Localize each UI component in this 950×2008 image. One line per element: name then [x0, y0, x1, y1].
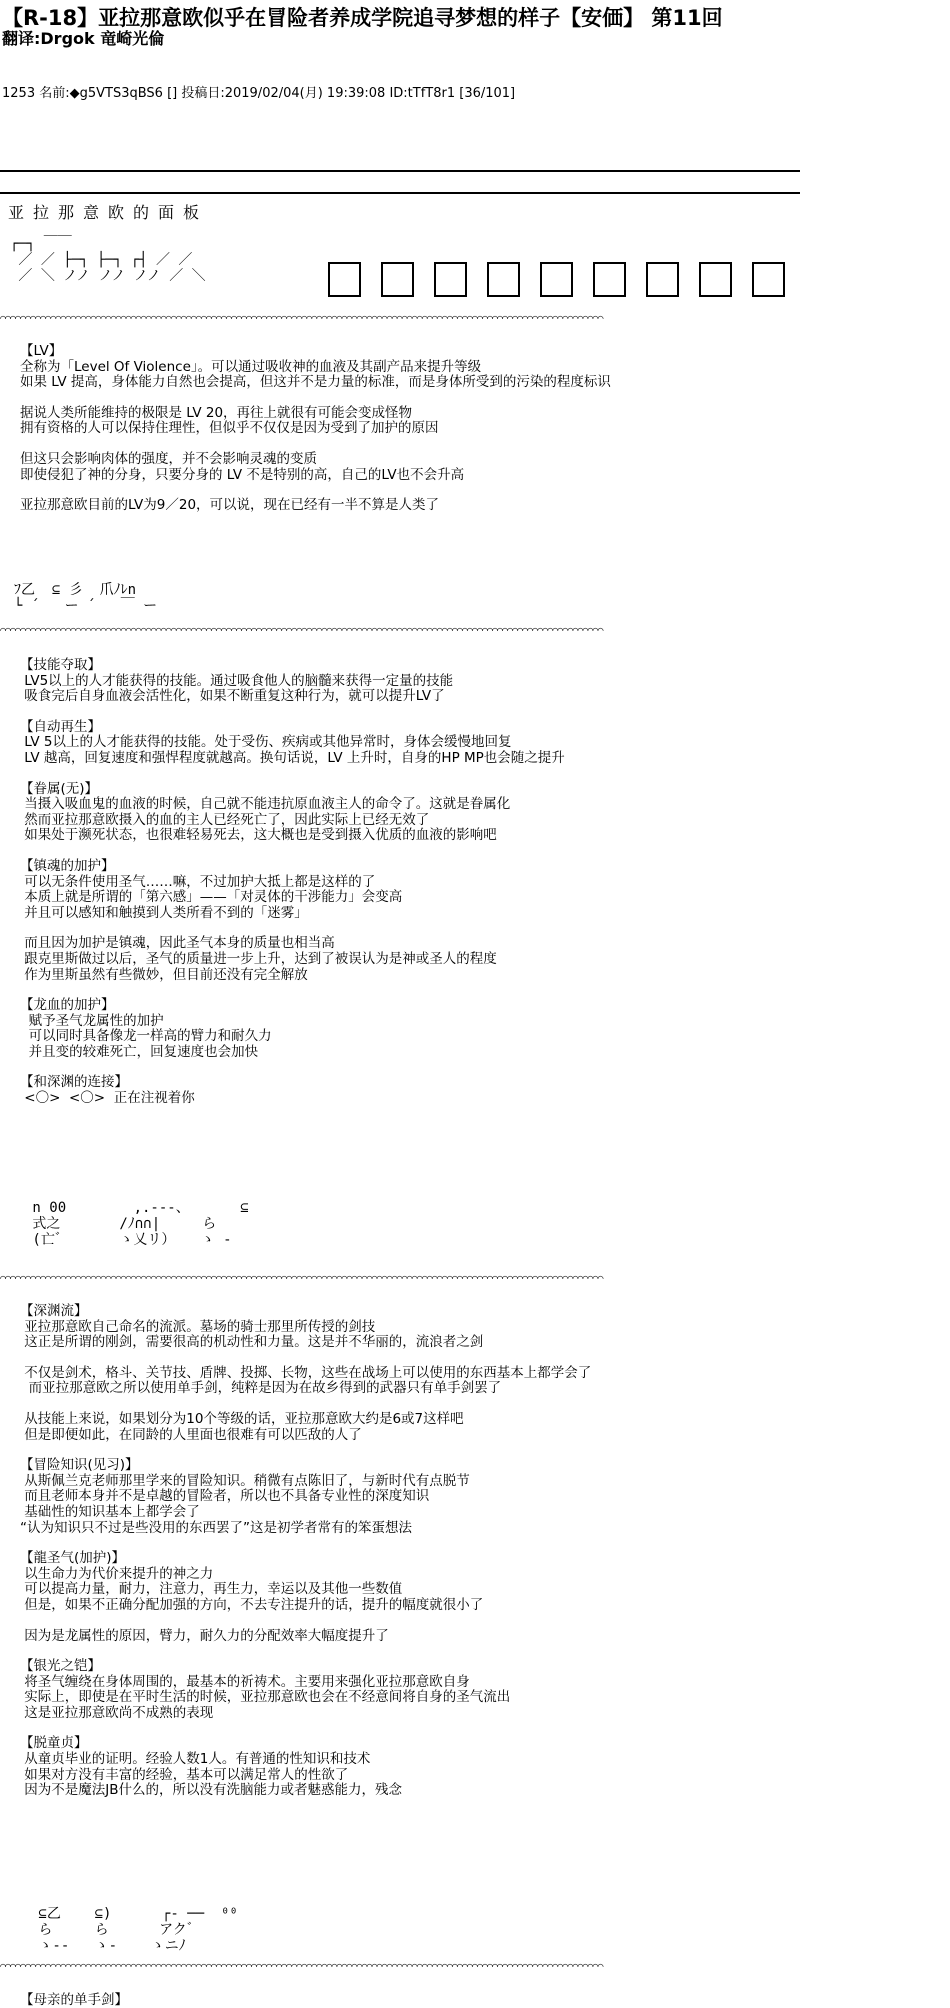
ascii-art-logo: ┌─┐ ￣￣ ／ ／ ├─┐ ├─┐ ┌┤ ／ ／ ／ ＼ ノノ ノノ ノノ ／ ＼: [10, 236, 206, 284]
text-line: 因为是龙属性的原因，臂力，耐久力的分配效率大幅度提升了: [20, 1627, 389, 1644]
section-heading: 【和深渊的连接】: [20, 1074, 128, 1091]
text-line: 然而亚拉那意欧摄入的血的主人已经死亡了，因此实际上已经无效了: [20, 811, 430, 828]
text-line: 拥有资格的人可以保持住理性，但似乎不仅仅是因为受到了加护的原因: [20, 420, 439, 437]
section-heading: 【技能夺取】: [20, 657, 101, 673]
empty-box-row: [328, 262, 785, 297]
text-line: 亚拉那意欧自己命名的流派。墓场的骑士那里所传授的剑技: [20, 1318, 376, 1335]
empty-box: [593, 262, 626, 297]
section-heading: 【银光之铠】: [20, 1658, 101, 1675]
document-title: 【R-18】亚拉那意欧似乎在冒险者养成学院追寻梦想的样子【安価】 第11回: [2, 6, 723, 30]
text-line: 实际上，即使是在平时生活的时候，亚拉那意欧也会在不经意间将自身的圣气流出: [20, 1689, 511, 1706]
text-line: 跟克里斯做过以后，圣气的质量进一步上升，达到了被误认为是神或圣人的程度: [20, 950, 497, 967]
text-line: LV5以上的人才能获得的技能。通过吸食他人的脑髓来获得一定量的技能: [20, 672, 454, 689]
panel-title: 亚拉那意欧的面板: [8, 203, 209, 222]
ascii-art-faces: ﾌ乙 ⊆ 彡 爪ﾉﾚn └ ´ ー ´ ￣ ー: [14, 582, 158, 614]
text-line: 亚拉那意欧目前的LV为9／20，可以说，现在已经有一半不算是人类了: [20, 497, 440, 514]
text-line: 不仅是剑术，格斗、关节技、盾牌、投掷、长物，这些在战场上可以使用的东西基本上都学会了: [20, 1364, 592, 1381]
text-line: <〇> <〇> 正在注视着你: [20, 1090, 195, 1107]
text-line: 可以提高力量，耐力，注意力，再生力，幸运以及其他一些数值: [20, 1581, 403, 1598]
text-line: 即使侵犯了神的分身，只要分身的 LV 不是特别的高，自己的LV也不会升高: [20, 466, 465, 483]
translator-credit: 翻译:Drgok 竜崎光倫: [2, 29, 165, 48]
divider-line: [0, 192, 800, 194]
section-heading: 【LV】: [20, 343, 63, 359]
text-line: 但是，如果不正确分配加强的方向，不去专注提升的话，提升的幅度就很小了: [20, 1596, 484, 1613]
text-line: LV 5以上的人才能获得的技能。处于受伤、疾病或其他异常时，身体会缓慢地回复: [20, 734, 512, 751]
skills-section: [20, 658, 565, 1107]
empty-box: [540, 262, 573, 297]
section-heading: 【镇魂的加护】: [20, 857, 115, 874]
wave-divider: ⌒⌒⌒⌒⌒⌒⌒⌒⌒⌒⌒⌒⌒⌒⌒⌒⌒⌒⌒⌒⌒⌒⌒⌒⌒⌒⌒⌒⌒⌒⌒⌒⌒⌒⌒⌒⌒⌒⌒⌒⌒⌒⌒⌒⌒⌒⌒⌒⌒⌒⌒⌒⌒⌒⌒⌒⌒⌒⌒⌒⌒⌒⌒⌒⌒⌒⌒⌒⌒⌒⌒⌒⌒⌒⌒⌒⌒⌒⌒⌒⌒⌒⌒⌒⌒⌒⌒⌒⌒⌒⌒⌒⌒⌒⌒⌒⌒⌒⌒⌒⌒⌒⌒⌒⌒⌒⌒⌒⌒⌒⌒⌒⌒⌒⌒⌒⌒⌒⌒⌒: [0, 314, 603, 324]
empty-box: [487, 262, 520, 297]
text-line: 作为里斯虽然有些微妙，但目前还没有完全解放: [20, 966, 308, 983]
text-line: 全称为「Level Of Violence」。可以通过吸收神的血液及其副产品来提升等级: [20, 358, 482, 375]
text-line: 可以无条件使用圣气……嘛，不过加护大抵上都是这样的了: [20, 873, 376, 890]
divider-line: [0, 170, 800, 172]
text-line: 从技能上来说，如果划分为10个等级的话，亚拉那意欧大约是6或7这样吧: [20, 1410, 464, 1427]
section-heading: 【脱童贞】: [20, 1735, 88, 1752]
section-heading: 【龙血的加护】: [20, 997, 115, 1014]
text-line: 可以同时具备像龙一样高的臂力和耐久力: [20, 1028, 272, 1045]
text-line: 以生命力为代价来提升的神之力: [20, 1565, 214, 1582]
text-line: 据说人类所能维持的极限是 LV 20，再往上就很有可能会变成怪物: [20, 404, 413, 421]
text-line: 将圣气缠绕在身体周围的，最基本的祈祷术。主要用来强化亚拉那意欧自身: [20, 1673, 470, 1690]
text-line: 并且可以感知和触摸到人类所看不到的「迷雾」: [20, 904, 308, 921]
text-line: 从斯佩兰克老师那里学来的冒险知识。稍微有点陈旧了，与新时代有点脱节: [20, 1472, 470, 1489]
wave-divider: ⌒⌒⌒⌒⌒⌒⌒⌒⌒⌒⌒⌒⌒⌒⌒⌒⌒⌒⌒⌒⌒⌒⌒⌒⌒⌒⌒⌒⌒⌒⌒⌒⌒⌒⌒⌒⌒⌒⌒⌒⌒⌒⌒⌒⌒⌒⌒⌒⌒⌒⌒⌒⌒⌒⌒⌒⌒⌒⌒⌒⌒⌒⌒⌒⌒⌒⌒⌒⌒⌒⌒⌒⌒⌒⌒⌒⌒⌒⌒⌒⌒⌒⌒⌒⌒⌒⌒⌒⌒⌒⌒⌒⌒⌒⌒⌒⌒⌒⌒⌒⌒⌒⌒⌒⌒⌒⌒⌒⌒⌒⌒⌒⌒⌒⌒⌒⌒⌒⌒⌒: [0, 626, 603, 636]
text-line: 赋予圣气龙属性的加护: [20, 1012, 164, 1029]
text-line: 而亚拉那意欧之所以使用单手剑，纯粹是因为在故乡得到的武器只有单手剑罢了: [20, 1380, 502, 1397]
empty-box: [381, 262, 414, 297]
text-line: 因为不是魔法JB什么的，所以没有洗脑能力或者魅惑能力，残念: [20, 1782, 403, 1799]
text-line: 但这只会影响肉体的强度，并不会影响灵魂的变质: [20, 450, 317, 467]
skills-section-2: [20, 1304, 591, 1799]
empty-box: [328, 262, 361, 297]
post-header: 1253 名前:◆g5VTS3qBS6 [] 投稿日:2019/02/04(月) 19:39:08 ID:tTfT8r1 [36/101]: [2, 86, 516, 101]
text-line: 这正是所谓的刚剑，需要很高的机动性和力量。这是并不华丽的，流浪者之剑: [20, 1334, 484, 1351]
section-heading: 【眷属(无)】: [20, 780, 99, 797]
text-line: 本质上就是所谓的「第六感」——「对灵体的干涉能力」会变高: [20, 889, 403, 906]
text-line: 基础性的知识基本上都学会了: [20, 1503, 200, 1520]
text-line: 吸食完后自身血液会活性化，如果不断重复这种行为，就可以提升LV了: [20, 688, 445, 705]
text-line: 而且因为加护是镇魂，因此圣气本身的质量也相当高: [20, 935, 335, 952]
text-line: LV 越高，回复速度和强悍程度就越高。换句话说，LV 上升时，自身的HP MP也会随之提升: [20, 749, 565, 766]
wave-divider: ⌒⌒⌒⌒⌒⌒⌒⌒⌒⌒⌒⌒⌒⌒⌒⌒⌒⌒⌒⌒⌒⌒⌒⌒⌒⌒⌒⌒⌒⌒⌒⌒⌒⌒⌒⌒⌒⌒⌒⌒⌒⌒⌒⌒⌒⌒⌒⌒⌒⌒⌒⌒⌒⌒⌒⌒⌒⌒⌒⌒⌒⌒⌒⌒⌒⌒⌒⌒⌒⌒⌒⌒⌒⌒⌒⌒⌒⌒⌒⌒⌒⌒⌒⌒⌒⌒⌒⌒⌒⌒⌒⌒⌒⌒⌒⌒⌒⌒⌒⌒⌒⌒⌒⌒⌒⌒⌒⌒⌒⌒⌒⌒⌒⌒⌒⌒⌒⌒⌒⌒: [0, 1962, 603, 1972]
text-line: 并且变的较难死亡，回复速度也会加快: [20, 1043, 259, 1060]
empty-box: [646, 262, 679, 297]
ascii-art-faces: n 00 ,.-‐-、 ⊆ 式之 /ﾉ∩∩| ら (亡゛ ゝ乂リ） ゝ ‐: [32, 1200, 249, 1248]
section-heading: 【自动再生】: [20, 718, 101, 735]
section-heading: 【龍圣气(加护)】: [20, 1550, 126, 1567]
text-line: 当摄入吸血鬼的血液的时候，自己就不能违抗原血液主人的命令了。这就是眷属化: [20, 796, 511, 813]
text-line: 这是亚拉那意欧尚不成熟的表现: [20, 1704, 214, 1721]
cut-off-heading: 【母亲的单手剑】: [20, 1992, 128, 2008]
ascii-art-faces: ⊆乙 ⊆) ┌‐ ── ⁰⁰ ら ら アク゛ ゝ-‐ ゝ‐ ゝニﾉ: [38, 1906, 238, 1954]
lv-section: [20, 344, 611, 514]
empty-box: [434, 262, 467, 297]
section-heading: 【深渊流】: [20, 1303, 88, 1319]
empty-box: [699, 262, 732, 297]
wave-divider: ⌒⌒⌒⌒⌒⌒⌒⌒⌒⌒⌒⌒⌒⌒⌒⌒⌒⌒⌒⌒⌒⌒⌒⌒⌒⌒⌒⌒⌒⌒⌒⌒⌒⌒⌒⌒⌒⌒⌒⌒⌒⌒⌒⌒⌒⌒⌒⌒⌒⌒⌒⌒⌒⌒⌒⌒⌒⌒⌒⌒⌒⌒⌒⌒⌒⌒⌒⌒⌒⌒⌒⌒⌒⌒⌒⌒⌒⌒⌒⌒⌒⌒⌒⌒⌒⌒⌒⌒⌒⌒⌒⌒⌒⌒⌒⌒⌒⌒⌒⌒⌒⌒⌒⌒⌒⌒⌒⌒⌒⌒⌒⌒⌒⌒⌒⌒⌒⌒⌒⌒: [0, 1274, 603, 1284]
text-line: 如果对方没有丰富的经验，基本可以满足常人的性欲了: [20, 1766, 349, 1783]
text-line: 而且老师本身并不是卓越的冒险者，所以也不具备专业性的深度知识: [20, 1488, 430, 1505]
text-line: “认为知识只不过是些没用的东西罢了”这是初学者常有的笨蛋想法: [20, 1519, 412, 1536]
section-heading: 【冒险知识(见习)】: [20, 1457, 139, 1474]
empty-box: [752, 262, 785, 297]
text-line: 如果 LV 提高，身体能力自然也会提高，但这并不是力量的标准，而是身体所受到的污染的程度标识: [20, 374, 611, 391]
text-line: 如果处于濒死状态，也很难轻易死去，这大概也是受到摄入优质的血液的影响吧: [20, 827, 497, 844]
text-line: 但是即便如此，在同龄的人里面也很难有可以匹敌的人了: [20, 1426, 362, 1443]
text-line: 从童贞毕业的证明。经验人数1人。有普通的性知识和技术: [20, 1751, 371, 1768]
